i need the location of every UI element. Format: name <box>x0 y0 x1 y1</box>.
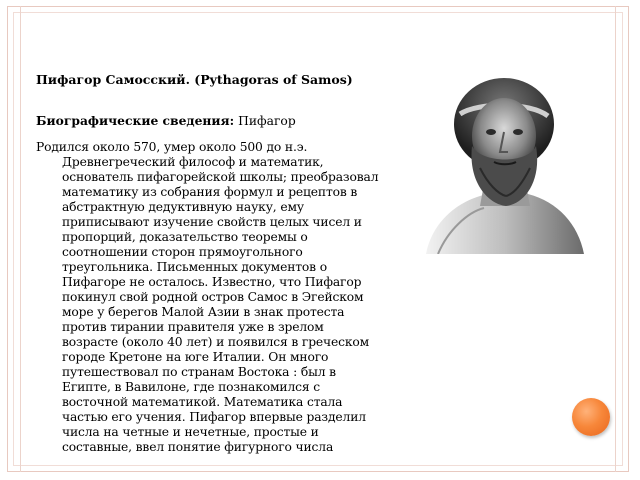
orange-circle-decoration <box>572 398 610 436</box>
slide-content <box>36 72 381 455</box>
frame-line-left <box>20 6 21 472</box>
slide-title: Пифагор Самосский. (Pythagoras of Samos) <box>36 72 353 87</box>
portrait-drawing <box>418 72 586 254</box>
frame-line-right <box>615 6 616 472</box>
bio-name: Пифагор <box>234 114 296 128</box>
bio-label: Биографические сведения: <box>36 113 235 128</box>
pythagoras-bust-image <box>418 72 586 254</box>
bio-paragraph: Родился около 570, умер около 500 до н.э. Древнегреческий философ и математик, основатель пифагорейской школы; преобразовал математику из собрания формул и рецептов в абстрактную дедуктивную науку, ему приписывают изучение свойств целых чисел и пропорций, доказательство теоремы о соотношении сторон прямоугольного треугольника. Письменных документов о Пифагоре не осталось. Известно, что Пифагор покинул свой родной остров Самос в Эгейском море у берегов Малой Азии в знак протеста против тирании правителя уже в зрелом возрасте (около 40 лет) и появился в греческом городе Кретоне на юге Италии. Он много путешествовал по странам Востока : был в Египте, в Вавилоне, где познакомился с восточной математикой. Математика стала частью его учения. Пифагор впервые разделил числа на четные и нечетные, простые и составные, ввел понятие фигурного числа <box>36 140 379 454</box>
bio-line <box>36 113 381 129</box>
